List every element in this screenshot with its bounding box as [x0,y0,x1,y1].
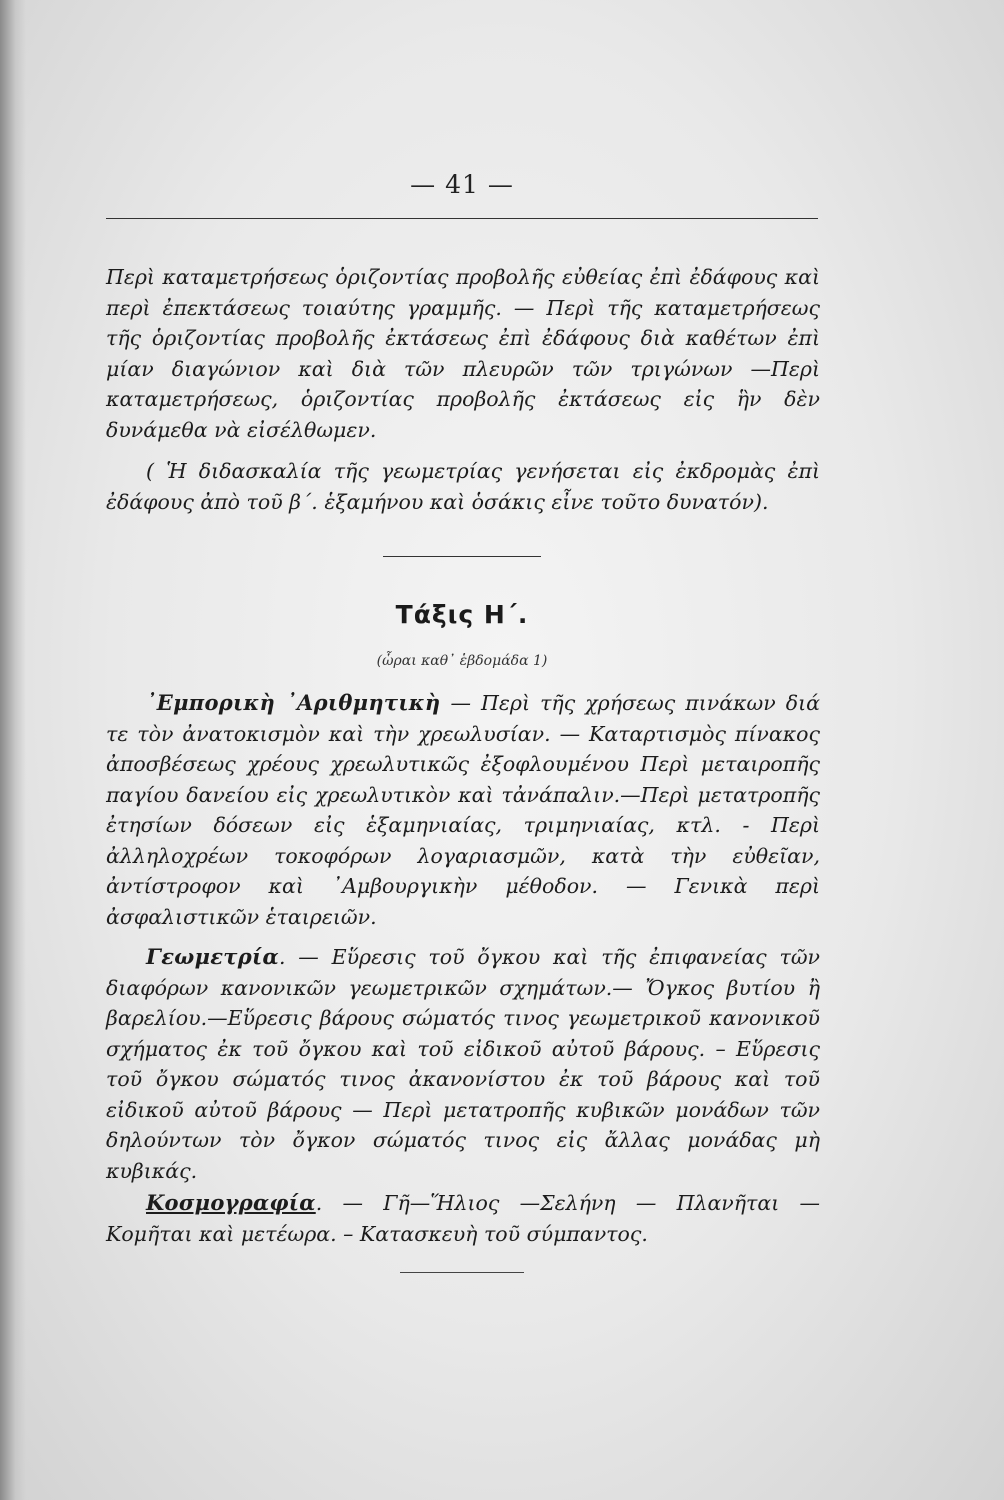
subject-paragraph-commercial-arithmetic [106,688,820,932]
intro-paragraph-note: ( Ἡ διδασκαλία τῆς γεωμετρίας γενήσεται εἰς ἐκδρομὰς ἐπὶ ἐδάφους ἀπὸ τοῦ β΄. ἑξαμήνου καὶ ὁσάκις εἶνε τοῦτο δυνατόν). [106,459,820,514]
class-title: Τάξις Η΄. [395,600,529,629]
subject-term: Κοσμογραφία [146,1190,316,1215]
page-left-edge-shadow [0,0,26,1500]
subject-text: . — Εὕρεσις τοῦ ὄγκου καὶ τῆς ἐπιφανείας τῶν διαφόρων κανονικῶν γεωμετρικῶν σχημάτων.— Ὄγκος βυτίου ἢ βαρελίου.—Εὕρεσις βάρους σώματός τινος γεωμετρικοῦ κανονικοῦ σχήματος ἐκ τοῦ ὄγκου καὶ τοῦ εἰδικοῦ αὐτοῦ βάρους. – Εὕρεσις τοῦ ὄγκου σώματός τινος ἀκανονίστου ἐκ τοῦ βάρους καὶ τοῦ εἰδικοῦ αὐτοῦ βάρους — Περὶ μετατροπῆς κυβικῶν μονάδων τῶν δηλούντων τὸν ὄγκον σώματός τινος εἰς ἄλλας μονάδας μὴ κυβικάς. [106,945,820,1183]
class-hours-note: (ὧραι καθ᾽ ἑβδομάδα 1) [376,653,548,669]
header-rule [106,218,818,219]
subject-term: Γεωμετρία [146,944,279,969]
subject-text: . — Γῆ—Ἥλιος —Σελήνη — Πλανῆται — Κομῆται καὶ μετέωρα. – Κατασκευὴ τοῦ σύμπαντος. [106,1191,820,1246]
subject-paragraph-cosmography [106,1188,820,1249]
subject-paragraph-geometry [106,942,820,1186]
intro-paragraph-geometry: Περὶ καταμετρήσεως ὁριζοντίας προβολῆς εὐθείας ἐπὶ ἐδάφους καὶ περὶ ἐπεκτάσεως τοιαύτης γραμμῆς. — Περὶ τῆς καταμετρήσεως τῆς ὁριζοντίας προβολῆς ἐκτάσεως ἐπὶ ἐδάφους διὰ καθέτων ἐπὶ μίαν διαγώνιον καὶ διὰ τῶν πλευρῶν τῶν τριγώνων —Περὶ καταμετρήσεως, ὁριζοντίας προβολῆς ἐκτάσεως εἰς ἣν δὲν δυνάμεθα νὰ εἰσέλθωμεν. [106,265,820,442]
end-divider [400,1272,524,1273]
page-number: — 41 — [410,170,514,199]
subject-term: ᾿Εμπορικὴ ᾿Αριθμητικὴ [146,690,441,715]
section-divider [383,556,541,557]
subject-text: — Περὶ τῆς χρήσεως πινάκων διά τε τὸν ἀνατοκισμὸν καὶ τὴν χρεωλυσίαν. — Καταρτισμὸς πίνακος ἀποσβέσεως χρέους χρεωλυτικῶς ἐξοφλουμένου Περὶ μεταιροπῆς παγίου δανείου εἰς χρεωλυτικὸν καὶ τἀνάπαλιν.—Περὶ μετατροπῆς ἐτησίων δόσεων εἰς ἑξαμηνιαίας, τριμηνιαίας, κτλ. - Περὶ ἀλληλοχρέων τοκοφόρων λογαριασμῶν, κατὰ τὴν εὐθεῖαν, ἀντίστροφον καὶ ᾿Αμβουργικὴν μέθοδον. — Γενικὰ περὶ ἀσφαλιστικῶν ἑταιρειῶν. [106,691,820,929]
